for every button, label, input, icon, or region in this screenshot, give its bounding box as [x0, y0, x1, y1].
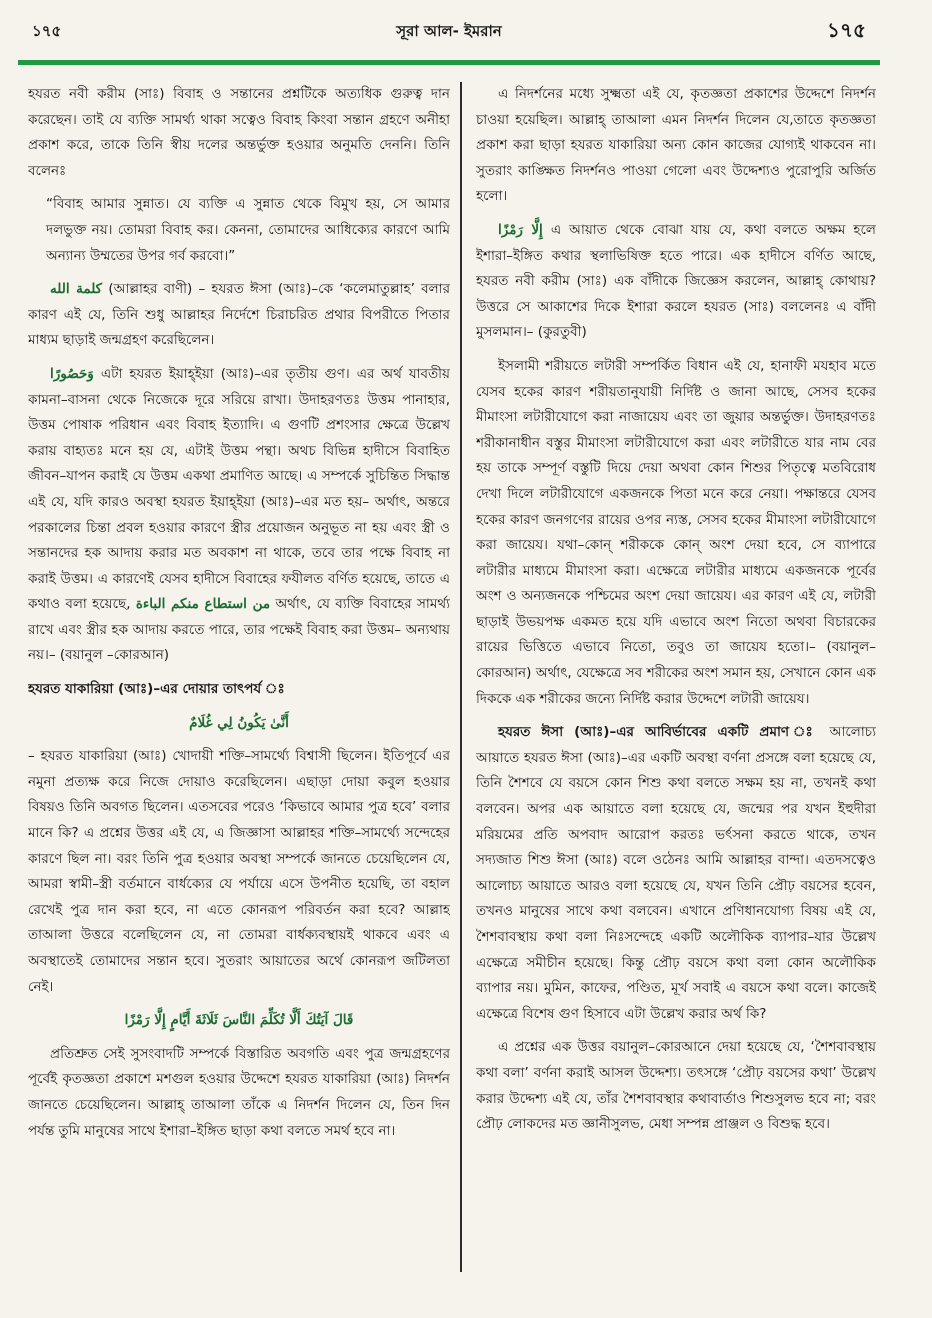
section-heading: হযরত ঈসা (আঃ)–এর আবির্ভাবের একটি প্রমাণ ঃ: [498, 724, 819, 741]
arabic-quote: من استطاع منكم الباءة: [135, 596, 271, 613]
column-divider: [460, 82, 462, 1272]
arabic-verse: قَالَ آيَتُكَ أَلَّا تُكَلِّمَ النَّاسَ ثَلَاثَةَ أَيَّامٍ إِلَّا رَمْزًا: [124, 1012, 354, 1029]
paragraph: প্রতিশ্রুত সেই সুসংবাদটি সম্পর্কে বিস্তারিত অবগতি এবং পুত্র জন্মগ্রহণের পূর্বেই কৃতজ্ঞতা প্রকাশে মশগুল হওয়ার উদ্দেশে হযরত যাকারিয়া (আঃ) নিদর্শন জানতে চেয়েছিলেন। আল্লাহ্ তাআলা তাঁকে এ নিদর্শন দিলেন যে, তিন দিন পর্যন্ত তুমি মানুষের সাথে ইশারা–ইঙ্গিত ছাড়া কথা বলতে সমর্থ হবে না।: [28, 1045, 450, 1139]
right-column: [476, 82, 876, 1292]
arabic-term: إِلَّا رَمْزًا: [498, 221, 543, 238]
paragraph: [28, 362, 450, 669]
paragraph: ইসলামী শরীয়তে লটারী সম্পর্কিত বিধান এই যে, হানাফী মযহাব মতে যেসব হকের কারণ শরীয়তানুযায়ী নির্দিষ্ট ও জানা আছে, সেসব হকের মীমাংসা লটারীযোগে করা নাজায়েয এবং তা জুয়ার অন্তর্ভুক্ত। উদাহরণতঃ শরীকানাধীন বস্তুর মীমাংসা লটারীযোগে করা এবং লটারীতে যার নাম বের হয় তাকে সম্পূর্ণ বস্তুটি দিয়ে দেয়া অথবা কোন শিশুর পিতৃত্বে মতবিরোধ দেখা দিলে লটারীযোগে একজনকে পিতা মনে করে নেয়া। পক্ষান্তরে যেসব হকের কারণ জনগণের রায়ের ওপর ন্যস্ত, সেসব হকের মীমাংসা লটারীযোগে করা জায়েয। যথা–কোন্ শরীককে কোন্ অংশ দেয়া হবে, সে ব্যাপারে লটারীর মাধ্যমে মীমাংসা করা। এক্ষেত্রে লটারীর মাধ্যমে একজনকে পূর্বের অংশ ও অন্যজনকে পশ্চিমের অংশ দেয়া জায়েয। এর কারণ এই যে, লটারী ছাড়াই উভয়পক্ষ একমত হয়ে যদি এভাবে অংশ নিতো অথবা বিচারকের রায়ের ভিত্তিতে এভাবে নিতো, তবুও তা জায়েয হতো।– (বয়ানুল–কোরআন) অর্থাৎ, যেক্ষেত্রে সব শরীকের অংশ সমান হয়, সেখানে কোন এক দিককে এক শরীকের জন্যে নির্দিষ্ট করার উদ্দেশে লটারী জায়েয।: [476, 357, 876, 707]
paragraph: – হযরত যাকারিয়া (আঃ) খোদায়ী শক্তি–সামর্থ্যে বিশ্বাসী ছিলেন। ইতিপূর্বে এর নমুনা প্রত্যক্ষ করে নিজে দোয়াও করেছিলেন। এছাড়া দোয়া কবুল হওয়ার বিষয়ও তিনি অবগত ছিলেন। এতসবের পরেও ‘কিভাবে আমার পুত্র হবে’ বলার মানে কি? এ প্রশ্নের উত্তর এই যে, এ জিজ্ঞাসা আল্লাহর শক্তি–সামর্থ্যে সন্দেহের কারণে ছিল না। বরং তিনি পুত্র হওয়ার অবস্থা সম্পর্কে জানতে চেয়েছিলেন যে, আমরা স্বামী–স্ত্রী বর্তমানে বার্ধক্যের যে পর্যায়ে এসে উপনীত হয়েছি, তা বহাল রেখেই পুত্র দান করা হবে, না এতে কোনরূপ পরিবর্তন করা হবে? আল্লাহ তাআলা উত্তরে বলেছিলেন যে, না তোমরা বার্ধক্যবস্থায়ই থাকবে এবং এ অবস্থাতেই তোমাদের সন্তান হবে। সুতরাং আয়াতের অর্থে কোনরূপ জটিলতা নেই।: [28, 748, 450, 995]
paragraph-text: এটা হযরত ইয়াহ্ইয়া (আঃ)–এর তৃতীয় গুণ। এর অর্থ যাবতীয় কামনা–বাসনা থেকে নিজেকে দূরে সরিয়ে রাখা। উদাহরণতঃ উত্তম পানাহার, উত্তম পোষাক পরিধান এবং বিবাহ ইত্যাদি। এ গুণটি প্রশংসার ক্ষেত্রে উল্লেখ করায় বাহ্যতঃ মনে হয় যে, এটাই উত্তম পন্থা। অথচ বিভিন্ন হাদীসে বিবাহিত জীবন–যাপন করাই যে উত্তম একথা প্রমাণিত আছে। এ সম্পর্কে সুচিন্তিত সিদ্ধান্ত এই যে, যদি কারও অবস্থা হযরত ইয়াহ্ইয়া (আঃ)–এর মত হয়– অর্থাৎ, অন্তরে পরকালের চিন্তা প্রবল হওয়ার কারণে স্ত্রীর প্রয়োজন অনুভূত না হয় এবং স্ত্রী ও সন্তানদের হক আদায় করার মত অবকাশ না থাকে, তবে তার পক্ষে বিবাহ না করাই উত্তম। এ কারণেই যেসব হাদীসে বিবাহের ফযীলত বর্ণিত হয়েছে, তাতে এ কথাও বলা হয়েছে,: [28, 365, 450, 613]
paragraph-text: আলোচ্য আয়াতে হযরত ঈসা (আঃ)–এর একটি অবস্থা বর্ণনা প্রসঙ্গে বলা হয়েছে যে, তিনি শৈশবে যে বয়সে কোন শিশু কথা বলতে সক্ষম হয় না, তখনই কথা বলবেন। অপর এক আয়াতে বলা হয়েছে যে, জন্মের পর যখন ইহুদীরা মরিয়মের প্রতি অপবাদ আরোপ করতঃ ভর্ৎসনা করতে থাকে, তখন সদ্যজাত শিশু ঈসা (আঃ) বলে ওঠেনঃ আমি আল্লাহর বান্দা। এতদসত্বেও আলোচ্য আয়াতে আরও বলা হয়েছে যে, যখন তিনি প্রৌঢ় বয়সের হবেন, তখনও মানুষের সাথে কথা বলবেন। এখানে প্রণিধানযোগ্য বিষয় এই যে, শৈশবাবস্থায় কথা বলা নিঃসন্দেহে একটি অলৌকিক ব্যাপার–যার উল্লেখ এক্ষেত্রে সমীচীন হয়েছে। কিন্তু প্রৌঢ় বয়সে কথা বলা কোন অলৌকিক ব্যাপার নয়। মুমিন, কাফের, পণ্ডিত, মূর্খ সবাই এ বয়সে কথা বলে। কাজেই এক্ষেত্রে বিশেষ গুণ হিসাবে এটা উল্লেখ করার অর্থ কি?: [476, 724, 876, 1022]
paragraph-text: (আল্লাহর বাণী) – হযরত ঈসা (আঃ)–কে ‘কলেমাতুল্লাহ’ বলার কারণ এই যে, তিনি শুধু আল্লাহর নির্দেশে চিরাচরিত প্রথার বিপরীতে পিতার মাধ্যম ছাড়াই জন্মগ্রহণ করেছিলেন।: [28, 281, 450, 349]
paragraph: [476, 720, 876, 1027]
header-rule: [18, 60, 880, 65]
hadith-quote: “বিবাহ আমার সুন্নাত। যে ব্যক্তি এ সুন্নাত থেকে বিমুখ হয়, সে আমার দলভুক্ত নয়। তোমরা বিবাহ কর। কেননা, তোমাদের আধিক্যের কারণে আমি অন্যান্য উম্মতের উপর গর্ব করবো।”: [46, 196, 450, 264]
section-heading: হযরত যাকারিয়া (আঃ)–এর দোয়ার তাৎপর্য ঃ: [28, 681, 285, 698]
paragraph: এ প্রশ্নের এক উত্তর বয়ানুল–কোরআনে দেয়া হয়েছে যে, ‘শৈশবাবস্থায় কথা বলা’ বর্ণনা করাই আসল উদ্দেশ্য। তৎসঙ্গে ‘প্রৌঢ় বয়সের কথা’ উল্লেখ করার উদ্দেশ্য এই যে, তাঁর শৈশবাবস্থার কথাবার্তাও শিশুসুলভ হবে না; বরং প্রৌঢ় লোকদের মত জ্ঞানীসুলভ, মেধা সম্পন্ন প্রাঞ্জল ও বিশুদ্ধ হবে।: [476, 1039, 876, 1133]
paragraph-text: অর্থাৎ, যে ব্যক্তি বিবাহের সামর্থ্য রাখে এবং স্ত্রীর হক আদায় করতে পারে, তার পক্ষেই বিবাহ করা উত্তম– অন্যথায় নয়।– (বয়ানুল –কোরআন): [28, 596, 450, 664]
arabic-term: كلمة الله: [50, 281, 103, 298]
paragraph: হযরত নবী করীম (সাঃ) বিবাহ ও সন্তানের প্রশ্নটিকে অত্যধিক গুরুত্ব দান করেছেন। তাই যে ব্যক্তি সামর্থ্য থাকা সত্বেও বিবাহ কিংবা সন্তান গ্রহণে অনীহা প্রকাশ করে, তাকে তিনি স্বীয় দলের অন্তর্ভুক্ত হওয়ার অনুমতি দেননি। তিনি বলেনঃ: [28, 86, 450, 179]
paragraph: এ নিদর্শনের মধ্যে সুক্ষ্মতা এই যে, কৃতজ্ঞতা প্রকাশের উদ্দেশে নিদর্শন চাওয়া হয়েছিল। আল্লাহ্ তাআলা এমন নিদর্শন দিলেন যে,তাতে কৃতজ্ঞতা প্রকাশ করা ছাড়া হযরত যাকারিয়া অন্য কোন কাজের যোগ্যই থাকবেন না। সুতরাং কাঙ্ক্ষিত নিদর্শনও পাওয়া গেলো এবং উদ্দেশ্যও পুরোপুরি অর্জিত হলো।: [476, 86, 876, 205]
left-column: [28, 82, 450, 1292]
page-number-right: ১৭৫: [827, 18, 866, 42]
page-header: [18, 10, 880, 54]
paragraph: [476, 218, 876, 346]
surah-title: সূরা আল- ইমরান: [396, 22, 502, 40]
arabic-term: وَحَصُورًا: [50, 365, 94, 382]
page-number-left: ১৭৫: [32, 22, 62, 40]
paragraph: [28, 277, 450, 354]
arabic-verse: أَنَّىٰ يَكُونُ لِي غُلَامٌ: [189, 714, 289, 731]
paragraph-text: এ আয়াত থেকে বোঝা যায় যে, কথা বলতে অক্ষম হলে ইশারা–ইঙ্গিত কথার স্থলাভিষিক্ত হতে পারে। এক হাদীসে বর্ণিত আছে, হযরত নবী করীম (সাঃ) এক বাঁদীকে জিজ্ঞেস করলেন, আল্লাহ্ কোথায়? উত্তরে সে আকাশের দিকে ইশারা করলে হযরত (সাঃ) বললেনঃ এ বাঁদী মুসলমান।– (কুরতুবী): [476, 221, 876, 341]
